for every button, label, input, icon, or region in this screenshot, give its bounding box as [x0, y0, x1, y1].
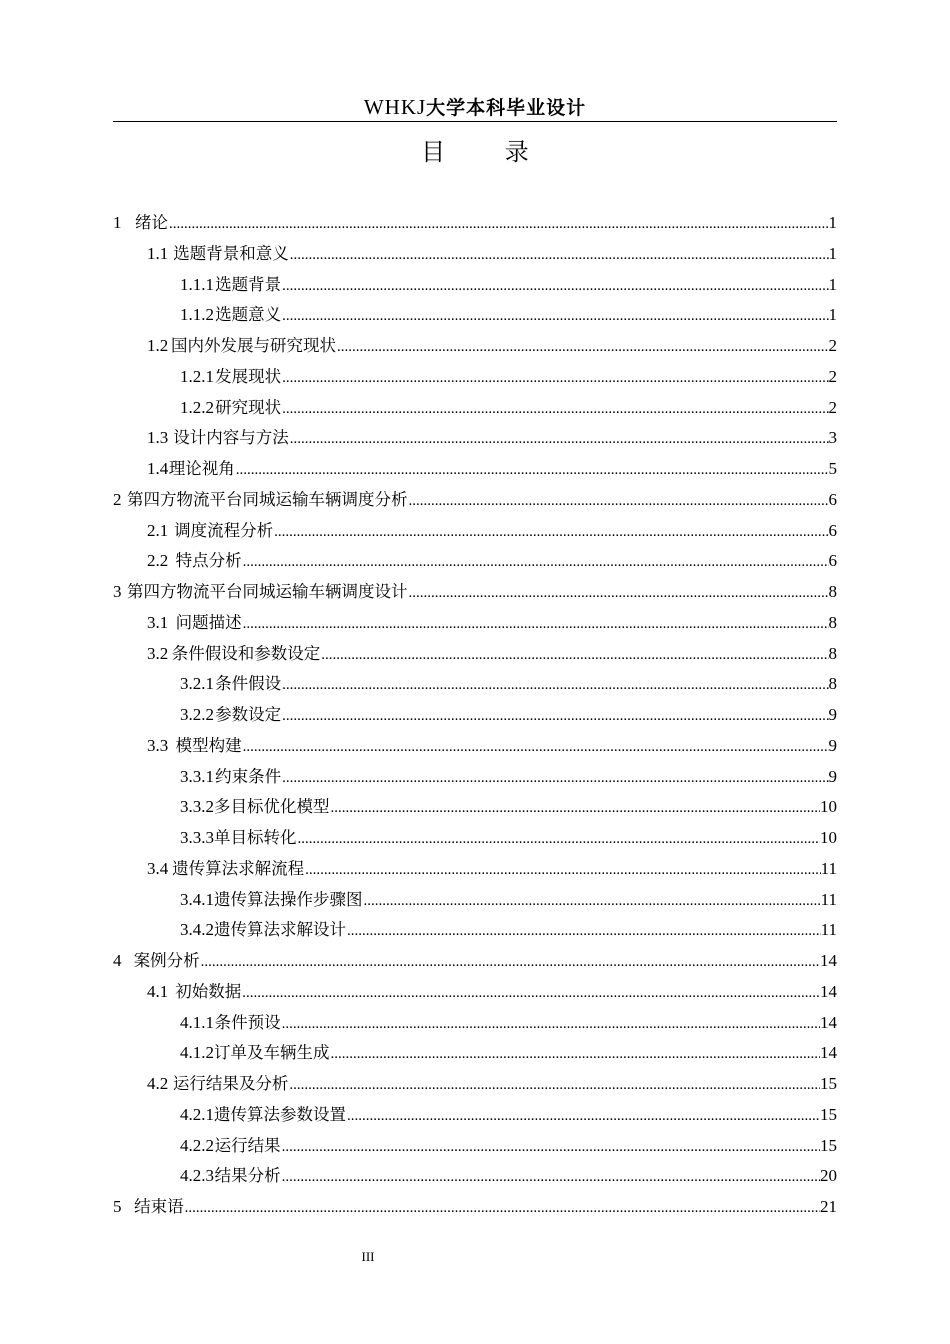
toc-dot-leader — [281, 1009, 820, 1040]
toc-entry-page: 1 — [828, 274, 837, 294]
toc-entry-page: 14 — [820, 1043, 837, 1063]
toc-entry-page: 20 — [820, 1166, 837, 1186]
toc-entry-page: 14 — [820, 1012, 837, 1032]
toc-entry-page: 2 — [828, 397, 837, 417]
toc-dot-leader — [281, 1132, 820, 1163]
toc-entry-title: 国内外发展与研究现状 — [170, 336, 336, 355]
toc-dot-leader — [281, 363, 828, 394]
toc-entry[interactable] — [113, 208, 837, 239]
toc-dot-leader — [288, 1070, 820, 1101]
toc-entry[interactable] — [113, 792, 837, 823]
toc-entry-page: 6 — [828, 520, 837, 540]
toc-entry[interactable] — [113, 669, 837, 700]
toc-entry-number: 1.4 — [147, 459, 169, 478]
toc-entry-page: 8 — [828, 674, 837, 694]
table-of-contents — [113, 208, 837, 1223]
toc-dot-leader — [346, 1101, 820, 1132]
toc-entry-number: 3.2.1 — [180, 674, 214, 694]
toc-entry-number: 4.1 — [147, 981, 169, 1001]
toc-entry[interactable] — [113, 239, 837, 270]
toc-entry-page: 11 — [820, 920, 837, 940]
toc-entry-page: 3 — [828, 428, 837, 448]
header-title: 大学本科毕业设计 — [426, 97, 587, 119]
toc-entry-title: 单目标转化 — [214, 828, 297, 847]
toc-entry-page: 10 — [820, 797, 837, 817]
toc-entry-number: 1.2.1 — [180, 366, 214, 386]
toc-entry[interactable] — [113, 946, 837, 977]
page-number: III — [361, 1249, 375, 1264]
toc-entry-title: 条件假设 — [215, 674, 282, 694]
toc-entry-title: 选题意义 — [215, 305, 282, 325]
toc-entry-number: 4.2 — [147, 1074, 169, 1093]
toc-entry-title: 约束条件 — [215, 766, 282, 786]
toc-entry-number: 3.4.2 — [180, 920, 214, 940]
toc-entry-page: 2 — [828, 366, 837, 386]
toc-dot-leader — [330, 1039, 821, 1070]
toc-entry[interactable] — [113, 1038, 837, 1069]
toc-entry-title: 订单及车辆生成 — [214, 1043, 330, 1063]
toc-entry[interactable] — [113, 854, 837, 885]
toc-entry[interactable] — [113, 331, 837, 362]
toc-entry-number: 2 — [113, 489, 122, 509]
toc-dot-leader — [281, 301, 828, 332]
toc-dot-leader — [330, 793, 821, 824]
toc-entry-page: 9 — [828, 766, 837, 786]
toc-entry-number: 3.2.2 — [180, 705, 214, 724]
toc-entry[interactable] — [113, 1008, 837, 1039]
toc-entry-number: 4.2.2 — [180, 1135, 214, 1155]
toc-entry-page: 6 — [828, 489, 837, 509]
toc-entry-title: 遗传算法操作步骤图 — [214, 889, 363, 909]
toc-entry-title: 条件预设 — [214, 1012, 281, 1032]
toc-entry-number: 3.4.1 — [180, 889, 214, 909]
toc-entry-number: 3 — [113, 582, 122, 601]
toc-entry-page: 21 — [820, 1197, 837, 1216]
toc-entry-number: 1.2.2 — [180, 397, 214, 417]
toc-entry-page: 15 — [820, 1135, 837, 1155]
toc-entry-number: 3.2 — [147, 643, 169, 663]
toc-entry-title: 调度流程分析 — [174, 520, 274, 540]
toc-entry-title: 遗传算法求解流程 — [172, 858, 305, 878]
toc-entry-title: 问题描述 — [175, 612, 242, 632]
toc-entry[interactable] — [113, 1131, 837, 1162]
toc-entry[interactable] — [113, 546, 837, 577]
toc-dot-leader — [184, 1193, 820, 1224]
toc-entry-number: 3.3.3 — [180, 828, 214, 847]
toc-entry-title: 特点分析 — [175, 551, 242, 571]
toc-entry-title: 设计内容与方法 — [173, 428, 289, 448]
toc-dot-leader — [281, 271, 828, 302]
toc-dot-leader — [320, 640, 828, 671]
toc-entry[interactable] — [113, 885, 837, 916]
toc-entry[interactable] — [113, 485, 837, 516]
toc-dot-leader — [273, 517, 828, 548]
toc-dot-leader — [235, 455, 829, 486]
toc-entry-title: 选题背景 — [215, 274, 282, 294]
toc-dot-leader — [297, 824, 821, 855]
toc-entry[interactable] — [113, 700, 837, 731]
toc-entry-number: 1.1.2 — [180, 305, 214, 325]
toc-dot-leader — [281, 1162, 820, 1193]
toc-entry-page: 15 — [820, 1104, 837, 1124]
toc-entry-title: 结果分析 — [214, 1166, 281, 1186]
toc-entry-page: 14 — [820, 981, 837, 1001]
toc-entry[interactable] — [113, 423, 837, 454]
toc-entry[interactable] — [113, 270, 837, 301]
toc-entry-page: 11 — [820, 889, 837, 909]
toc-entry[interactable] — [113, 577, 837, 608]
toc-dot-leader — [281, 763, 828, 794]
toc-dot-leader — [363, 886, 821, 917]
toc-entry-page: 8 — [828, 643, 837, 663]
toc-entry-title: 选题背景和意义 — [173, 243, 289, 263]
toc-entry-title: 运行结果及分析 — [172, 1074, 289, 1093]
toc-entry-page: 10 — [820, 828, 837, 847]
toc-entry-number: 4.2.3 — [180, 1166, 214, 1186]
toc-dot-leader — [281, 394, 828, 425]
toc-entry[interactable] — [113, 393, 837, 424]
toc-dot-leader — [242, 732, 829, 763]
page-header — [113, 93, 837, 120]
toc-entry[interactable] — [113, 915, 837, 946]
toc-entry[interactable] — [113, 1100, 837, 1131]
toc-entry-number: 1 — [113, 213, 122, 232]
toc-entry-number: 3.3.2 — [180, 797, 214, 817]
header-divider — [113, 121, 837, 122]
toc-entry-title: 模型构建 — [175, 735, 242, 755]
toc-dot-leader — [168, 209, 829, 240]
toc-entry-title: 第四方物流平台同城运输车辆调度分析 — [126, 489, 408, 509]
toc-dot-leader — [289, 424, 829, 455]
toc-dot-leader — [242, 547, 829, 578]
toc-entry-page: 9 — [828, 735, 837, 755]
toc-entry[interactable] — [113, 300, 837, 331]
toc-entry-page: 11 — [820, 858, 837, 878]
toc-entry-title: 参数设定 — [215, 705, 282, 724]
toc-entry-page: 8 — [828, 612, 837, 632]
toc-entry-number: 2.1 — [147, 520, 169, 540]
toc-dot-leader — [281, 701, 828, 732]
toc-entry-title: 研究现状 — [215, 397, 282, 417]
toc-entry-number: 4.2.1 — [180, 1104, 214, 1124]
toc-entry[interactable] — [113, 454, 837, 485]
toc-dot-leader — [281, 670, 828, 701]
toc-entry-title: 案例分析 — [133, 951, 200, 970]
toc-entry-page: 2 — [828, 336, 837, 355]
toc-entry-page: 6 — [828, 551, 837, 571]
toc-entry[interactable] — [113, 639, 837, 670]
header-school-code: WHKJ — [363, 95, 427, 119]
toc-entry-number: 4 — [113, 951, 122, 970]
toc-entry[interactable] — [113, 823, 837, 854]
toc-entry[interactable] — [113, 731, 837, 762]
toc-entry-title: 多目标优化模型 — [214, 797, 330, 817]
toc-entry[interactable] — [113, 362, 837, 393]
toc-entry-title: 发展现状 — [215, 366, 282, 386]
toc-dot-leader — [242, 609, 829, 640]
toc-entry-page: 1 — [828, 213, 837, 232]
toc-entry-title: 理论视角 — [168, 459, 235, 478]
toc-entry-number: 1.1 — [147, 243, 169, 263]
toc-entry-title: 绪论 — [134, 213, 168, 232]
toc-entry-number: 5 — [113, 1197, 122, 1216]
toc-entry-number: 1.2 — [147, 336, 169, 355]
toc-entry-title: 遗传算法求解设计 — [214, 920, 346, 940]
toc-entry-number: 3.4 — [147, 858, 169, 878]
toc-entry-number: 1.1.1 — [180, 274, 214, 294]
toc-dot-leader — [346, 916, 821, 947]
toc-entry[interactable] — [113, 1069, 837, 1100]
toc-entry-page: 8 — [828, 582, 837, 601]
toc-entry-title: 条件假设和参数设定 — [171, 643, 321, 663]
toc-entry[interactable] — [113, 762, 837, 793]
toc-entry-number: 3.1 — [147, 612, 169, 632]
toc-entry[interactable] — [113, 1192, 837, 1223]
toc-entry-number: 3.3 — [147, 735, 169, 755]
toc-entry-title: 结束语 — [134, 1197, 184, 1216]
toc-entry[interactable] — [113, 516, 837, 547]
toc-dot-leader — [200, 947, 820, 978]
toc-entry-number: 4.1.1 — [180, 1012, 214, 1032]
toc-entry-page: 1 — [828, 305, 837, 325]
toc-dot-leader — [289, 240, 829, 271]
toc-dot-leader — [304, 855, 820, 886]
toc-dot-leader — [407, 578, 828, 609]
toc-entry-page: 5 — [828, 459, 837, 478]
toc-entry-page: 15 — [820, 1074, 837, 1093]
toc-entry-page: 1 — [828, 243, 837, 263]
toc-entry[interactable] — [113, 977, 837, 1008]
toc-dot-leader — [336, 332, 829, 363]
toc-entry-page: 9 — [828, 705, 837, 724]
toc-entry-title: 遗传算法参数设置 — [214, 1104, 346, 1124]
toc-entry[interactable] — [113, 1161, 837, 1192]
toc-entry-number: 1.3 — [147, 428, 169, 448]
toc-dot-leader — [407, 486, 828, 517]
toc-entry-title: 初始数据 — [175, 981, 242, 1001]
toc-entry-number: 4.1.2 — [180, 1043, 214, 1063]
toc-dot-leader — [241, 978, 820, 1009]
toc-entry-title: 第四方物流平台同城运输车辆调度设计 — [126, 582, 408, 601]
toc-entry-title: 运行结果 — [214, 1135, 281, 1155]
toc-entry-page: 14 — [820, 951, 837, 970]
toc-entry-number: 3.3.1 — [180, 766, 214, 786]
toc-title: 目 录 — [421, 138, 555, 166]
toc-entry-number: 2.2 — [147, 551, 169, 571]
toc-entry[interactable] — [113, 608, 837, 639]
